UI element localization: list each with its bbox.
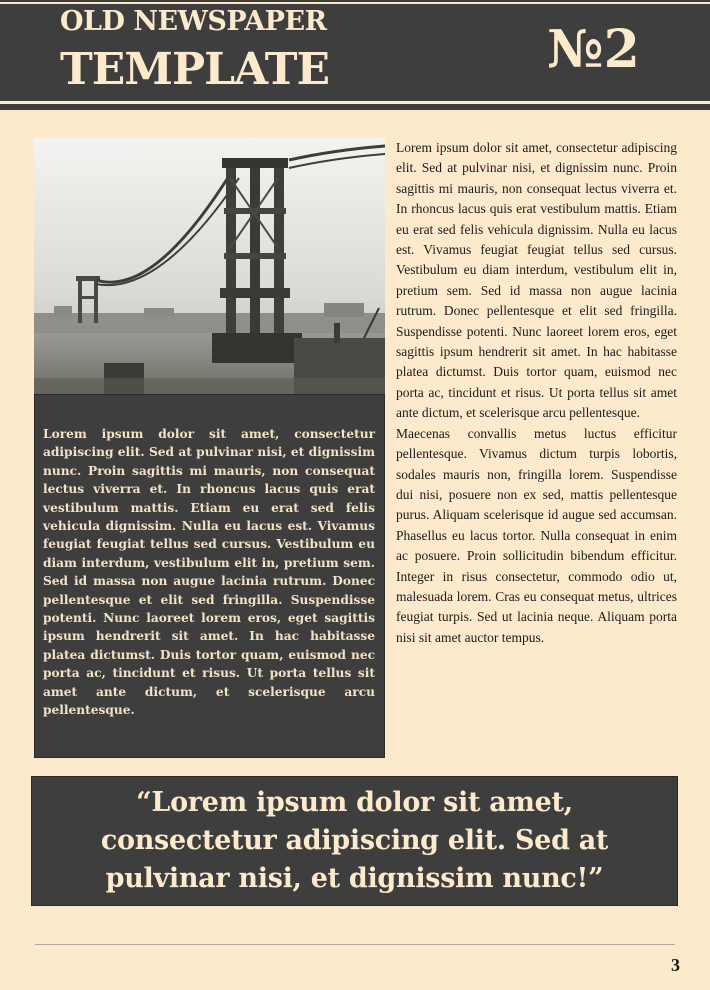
boxed-article-text: Lorem ipsum dolor sit amet, consectetur adipiscing elit. Sed at pulvinar nisi, et dignissim nunc. Proin sagittis mi mauris, non consequat lectus viverra et. In rhoncus lacus quis erat vestibulum mattis. Etiam eu erat sed felis vehicula dignissim. Nulla eu lacus est. Vivamus feugiat feugiat tellus sed cursus. Vestibulum eu diam interdum, vestibulum elit in, pretium sem. Sed id massa non augue lacinia rutrum. Donec pellentesque et elit sed fringilla. Suspendisse potenti. Nunc laoreet lorem eros, eget sagittis ipsum hendrerit sit amet. In hac habitasse platea dictumst. Duis tortor quam, euismod nec porta ac, tincidunt et risus. Ut porta tellus sit amet ante dictum, et scelerisque arcu pellentesque. — [43, 427, 375, 718]
pull-quote-text: “Lorem ipsum dolor sit amet, consectetur adipiscing elit. Sed at pulvinar nisi, et dignissim nunc!” — [100, 787, 609, 894]
masthead-top-rule — [0, 2, 710, 4]
article-column — [396, 138, 677, 648]
pull-quote-box — [31, 776, 678, 906]
masthead-title-line1: OLD NEWSPAPER — [60, 6, 327, 37]
boxed-article — [34, 394, 385, 758]
bridge-photo — [34, 138, 385, 394]
footer-divider — [35, 944, 675, 945]
article-paragraph-1: Lorem ipsum dolor sit amet, consectetur adipiscing elit. Sed at pulvinar nisi, et dignissim nunc. Proin sagittis mi mauris, non consequat lectus viverra et. In rhoncus lacus quis erat vestibulum mattis. Etiam eu erat sed felis vehicula dignissim. Nulla eu lacus est. Vivamus feugiat feugiat tellus sed cursus. Vestibulum eu diam interdum, vestibulum elit in, pretium sem. Sed id massa non augue lacinia rutrum. Donec pellentesque et elit sed fringilla. Suspendisse potenti. Nunc laoreet lorem eros, eget sagittis ipsum hendrerit sit amet. In hac habitasse platea dictumst. Duis tortor quam, euismod nec porta ac, tincidunt et risus. Ut porta tellus sit amet ante dictum, et scelerisque arcu pellentesque. — [396, 140, 677, 421]
masthead — [0, 0, 710, 110]
issue-number: №2 — [547, 19, 640, 80]
masthead-bottom-rule — [0, 101, 710, 104]
page-number: 3 — [671, 955, 680, 975]
bridge-photo-image — [34, 138, 385, 394]
masthead-title-line2: TEMPLATE — [60, 44, 330, 95]
article-paragraph-2: Maecenas convallis metus luctus efficitur pellentesque. Vivamus dictum turpis lobortis, sodales mauris non, fringilla lorem. Suspendisse dui nisi, posuere non ex sed, mattis pellentesque purus. Aliquam scelerisque id augue sed accumsan. Phasellus eu lacus tortor. Nulla consequat in enim ac posuere. Proin sollicitudin bibendum efficitur. Integer in risus consectetur, commodo odio ut, malesuada lorem. Cras eu consequat metus, ultrices feugiat turpis. Sed ut lacinia neque. Aliquam porta nisi sit amet auctor tempus. — [396, 425, 677, 645]
